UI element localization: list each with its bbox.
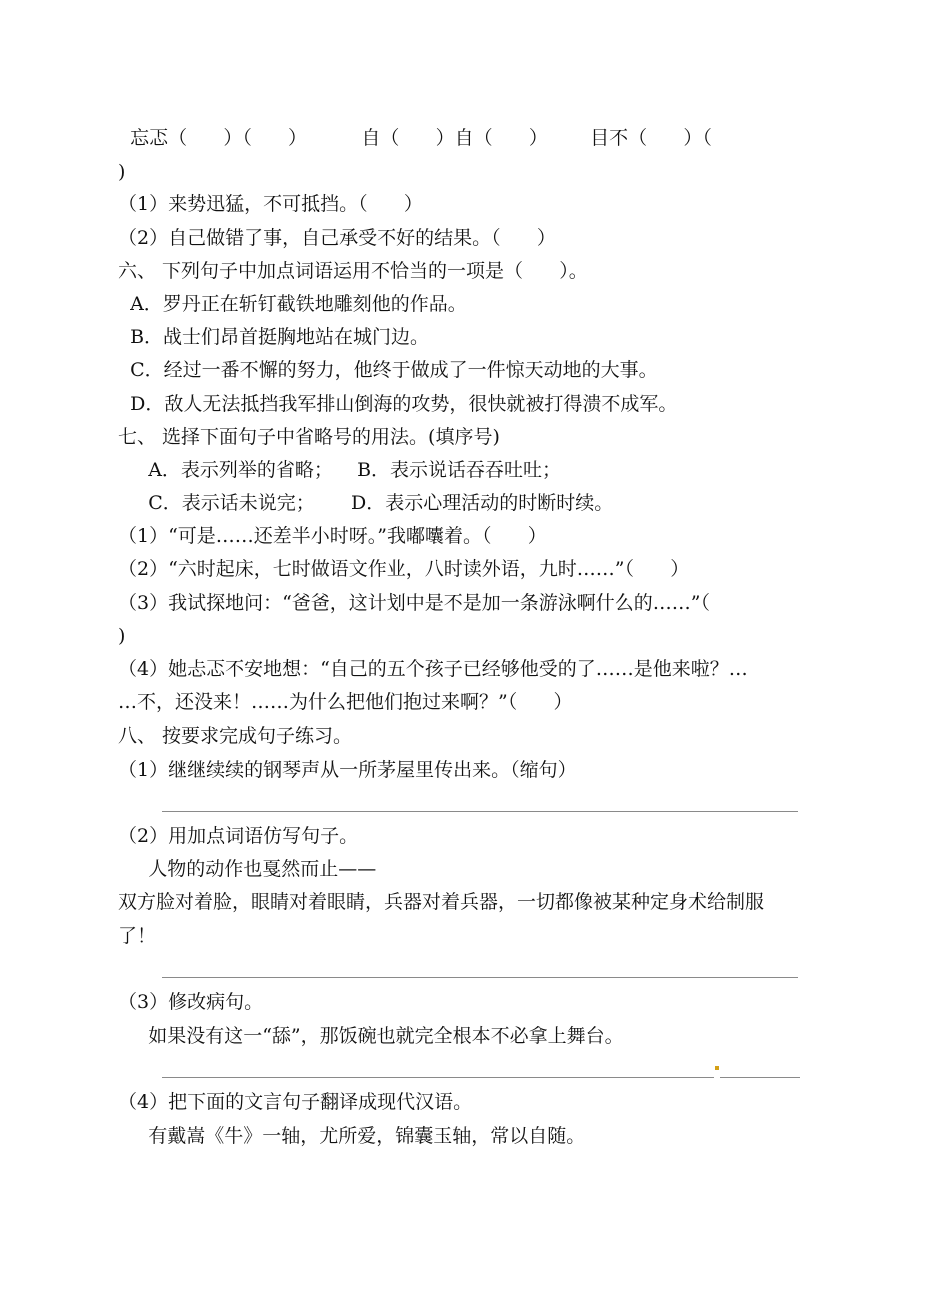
sec5-question-2: （2）自己做错了事，自己承受不好的结果。（ ） xyxy=(118,227,556,249)
sec8-question-2-example-2: 双方脸对着脸，眼睛对着眼睛，兵器对着兵器，一切都像被某种定身术给制服 xyxy=(118,891,765,913)
idiom-fill-line-tail: ) xyxy=(118,161,126,183)
answer-line-3b[interactable] xyxy=(720,1077,800,1078)
answer-line-3a[interactable] xyxy=(162,1077,714,1078)
sec7-options-cd: C．表示话未说完； D．表示心理活动的时断时续。 xyxy=(118,492,614,514)
sec7-question-4-line1: （4）她忐忑不安地想：“自己的五个孩子已经够他受的了……是他来啦？… xyxy=(118,658,748,680)
sec7-options-ab: A．表示列举的省略； B．表示说话吞吞吐吐； xyxy=(118,459,562,481)
sec6-option-d: D．敌人无法抵挡我军排山倒海的攻势，很快就被打得溃不成军。 xyxy=(118,393,678,415)
sec6-option-c: C．经过一番不懈的努力，他终于做成了一件惊天动地的大事。 xyxy=(118,359,658,381)
sec8-question-2-example-3: 了！ xyxy=(118,925,157,947)
sec8-question-3-sentence: 如果没有这一“舔”，那饭碗也就完全根本不必拿上舞台。 xyxy=(118,1025,624,1047)
sec8-question-1: （1）继继续续的钢琴声从一所茅屋里传出来。（缩句） xyxy=(118,759,577,781)
sec7-question-3: （3）我试探地问：“爸爸，这计划中是不是加一条游泳啊什么的……”（ xyxy=(118,592,711,614)
sec8-question-4-sentence: 有戴嵩《牛》一轴，尤所爱，锦囊玉轴，常以自随。 xyxy=(118,1125,586,1147)
idiom-fill-line: 忘忑（ ）（ ） 自（ ）自（ ） 目不（ ）（ xyxy=(118,127,712,149)
answer-line-1[interactable] xyxy=(162,811,798,812)
sec8-question-3: （3）修改病句。 xyxy=(118,991,264,1013)
sec7-question-3-tail: ) xyxy=(118,625,126,647)
sec7-title: 七、 选择下面句子中省略号的用法。(填序号) xyxy=(118,426,500,448)
sec7-question-2: （2）“六时起床，七时做语文作业，八时读外语，九时……”（ ） xyxy=(118,558,690,580)
sec8-question-4: （4）把下面的文言句子翻译成现代汉语。 xyxy=(118,1091,473,1113)
sec6-title: 六、 下列句子中加点词语运用不恰当的一项是（ ）。 xyxy=(118,260,588,282)
sec5-question-1: （1）来势迅猛，不可抵挡。（ ） xyxy=(118,193,423,215)
sec7-question-4-line2: …不，还没来！……为什么把他们抱过来啊？”（ ） xyxy=(118,691,573,713)
sec8-question-2-example-1: 人物的动作也戛然而止—— xyxy=(118,858,377,880)
marker-dot xyxy=(715,1066,719,1070)
sec6-option-b: B．战士们昂首挺胸地站在城门边。 xyxy=(118,326,430,348)
sec8-question-2: （2）用加点词语仿写句子。 xyxy=(118,825,359,847)
sec7-question-1: （1）“可是……还差半小时呀。”我嘟囔着。（ ） xyxy=(118,525,547,547)
answer-line-2[interactable] xyxy=(162,977,798,978)
sec8-title: 八、 按要求完成句子练习。 xyxy=(118,725,353,747)
sec6-option-a: A．罗丹正在斩钉截铁地雕刻他的作品。 xyxy=(118,293,467,315)
